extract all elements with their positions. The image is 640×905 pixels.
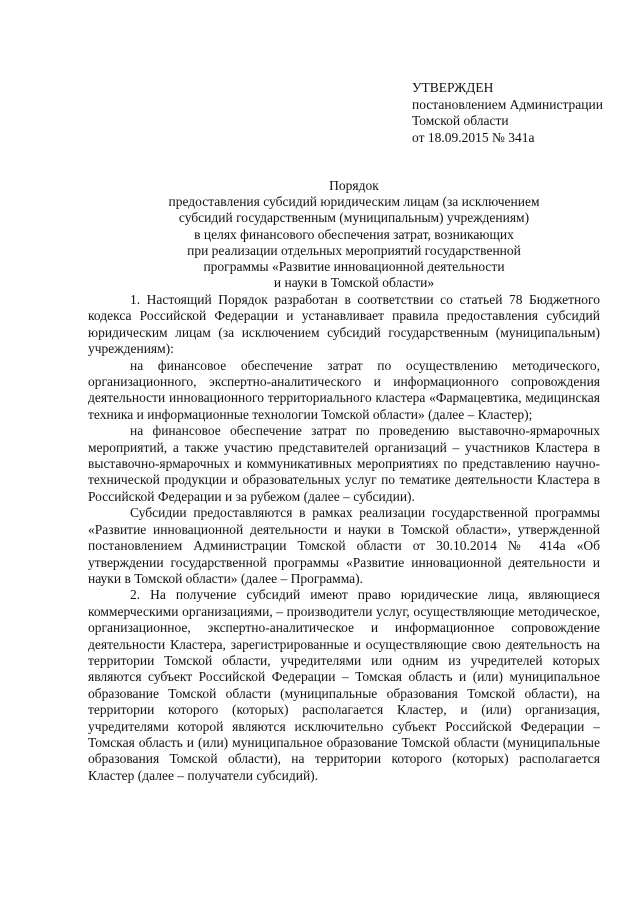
title-line: программы «Развитие инновационной деятельности	[203, 259, 505, 275]
approval-heading: УТВЕРЖДЕН	[412, 80, 494, 95]
approval-region: Томской области	[412, 113, 509, 128]
approval-stamp	[412, 80, 627, 146]
approval-authority: постановлением Администрации	[412, 96, 603, 112]
paragraph-exhibition-events: на финансовое обеспечение затрат по проведению выставочно-ярмарочных мероприятий, а также участию представителей организаций – участников Кластера в выставочно-ярмарочных и коммуникативных мероприятиях по представлению научно-технической продукции и образовательных услуг по тематике деятельности Кластера в Российской Федерации и за рубежом (далее – субсидии).	[88, 423, 600, 504]
title-line: предоставления субсидий юридическим лицам (за исключением	[168, 194, 540, 210]
title-line: и науки в Томской области»	[273, 275, 435, 291]
title-line: субсидий государственным (муниципальным) учреждениям)	[178, 210, 530, 226]
paragraph-clause-1: 1. Настоящий Порядок разработан в соответствии со статьей 78 Бюджетного кодекса Российской Федерации и устанавливает правила предоставления субсидий юридическим лицам (за исключением субсидий государственным (муниципальным) учреждениям):	[88, 292, 600, 357]
title-line: в целях финансового обеспечения затрат, возникающих	[194, 226, 514, 242]
title-line: при реализации отдельных мероприятий государственной	[187, 242, 521, 258]
paragraph-clause-2: 2. На получение субсидий имеют право юридические лица, являющиеся коммерческими организациями, – производители услуг, осуществляющие методическое, организационное, экспертно-аналитическое и информационное сопровождение деятельности Кластера, зарегистрированные и осуществляющие свою деятельность на территории Томской области, учредителями или одним из учредителей которых являются субъект Российской Федерации – Томская область и (или) муниципальное образование Томской области (муниципальные образования Томской области), на территории которого (которых) располагается Кластер, и (или) организация, учредителями которой являются исключительно субъект Российской Федерации – Томская область и (или) муниципальное образование Томской области (муниципальные образования Томской области), на территории которого (которых) располагается Кластер (далее – получатели субсидий).	[88, 587, 600, 783]
paragraph-methodical-support: на финансовое обеспечение затрат по осуществлению методического, организационного, экспертно-аналитического и информационного сопровождения деятельности инновационного территориального кластера «Фармацевтика, медицинская техника и информационные технологии Томской области» (далее – Кластер);	[88, 357, 600, 422]
document-body	[88, 292, 600, 784]
paragraph-program-reference: Субсидии предоставляются в рамках реализации государственной программы «Развитие инновационной деятельности и науки в Томской области», утвержденной постановлением Администрации Томской области от 30.10.2014 № 414а «Об утверждении государственной программы «Развитие инновационной деятельности и науки в Томской области» (далее – Программа).	[88, 505, 600, 586]
document-title	[80, 178, 628, 291]
approval-date-number: от 18.09.2015 № 341а	[412, 129, 535, 145]
title-heading: Порядок	[329, 178, 379, 193]
